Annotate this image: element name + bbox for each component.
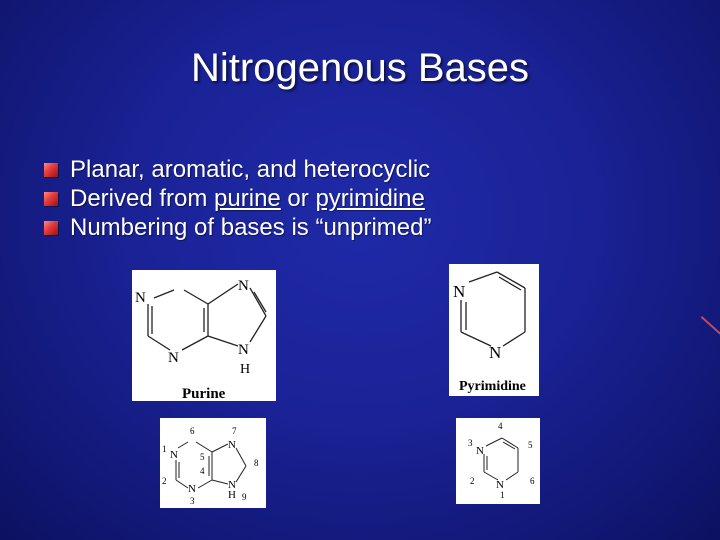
position-number: 6 bbox=[190, 426, 195, 436]
position-number: 8 bbox=[254, 458, 259, 468]
atom-label: N bbox=[228, 439, 236, 451]
atom-label: N bbox=[238, 342, 249, 358]
bullet-text: Derived from bbox=[70, 185, 215, 212]
bullet-text: Planar, aromatic, and heterocyclic bbox=[70, 156, 431, 183]
slide-title: Nitrogenous Bases bbox=[191, 46, 529, 90]
position-number: 9 bbox=[242, 492, 247, 502]
atom-label: N bbox=[188, 483, 196, 495]
atom-label: N bbox=[476, 445, 484, 457]
purine-numbered-image bbox=[160, 418, 266, 508]
purine-link: purine bbox=[214, 185, 281, 212]
position-number: 5 bbox=[200, 452, 205, 462]
position-number: 2 bbox=[470, 476, 475, 486]
bullet-square-icon bbox=[44, 221, 58, 235]
atom-label: N bbox=[135, 290, 146, 306]
position-number: 3 bbox=[190, 496, 195, 506]
atom-label: H bbox=[228, 489, 236, 501]
bullet-item bbox=[44, 213, 432, 242]
bullet-text: or bbox=[280, 185, 316, 212]
position-number: 2 bbox=[162, 476, 167, 486]
bullet-text: Numbering of bases is “unprimed” bbox=[70, 214, 432, 241]
position-number: 1 bbox=[162, 444, 167, 454]
atom-label: N bbox=[489, 343, 502, 362]
pyrimidine-caption: Pyrimidine bbox=[459, 379, 526, 394]
position-number: 6 bbox=[530, 476, 535, 486]
atom-label: N bbox=[228, 479, 236, 491]
pyrimidine-numbered-image bbox=[456, 418, 540, 504]
purine-caption: Purine bbox=[182, 386, 226, 401]
position-number: 7 bbox=[232, 426, 237, 436]
position-number: 5 bbox=[528, 440, 533, 450]
bullet-list bbox=[44, 155, 432, 242]
atom-label: N bbox=[496, 479, 504, 491]
bullet-item bbox=[44, 184, 432, 213]
position-number: 1 bbox=[500, 490, 505, 500]
position-number: 3 bbox=[468, 438, 473, 448]
atom-label: N bbox=[238, 278, 249, 294]
decorative-line bbox=[701, 316, 720, 344]
atom-label: N bbox=[453, 282, 466, 301]
atom-label: H bbox=[240, 362, 251, 377]
position-number: 4 bbox=[200, 466, 205, 476]
bullet-square-icon bbox=[44, 163, 58, 177]
purine-structure-image bbox=[132, 270, 276, 401]
atom-label: N bbox=[168, 350, 179, 366]
bullet-item bbox=[44, 155, 432, 184]
atom-label: N bbox=[170, 449, 178, 461]
pyrimidine-structure-image bbox=[449, 264, 539, 396]
bullet-square-icon bbox=[44, 192, 58, 206]
position-number: 4 bbox=[498, 421, 503, 431]
pyrimidine-link: pyrimidine bbox=[315, 185, 425, 212]
